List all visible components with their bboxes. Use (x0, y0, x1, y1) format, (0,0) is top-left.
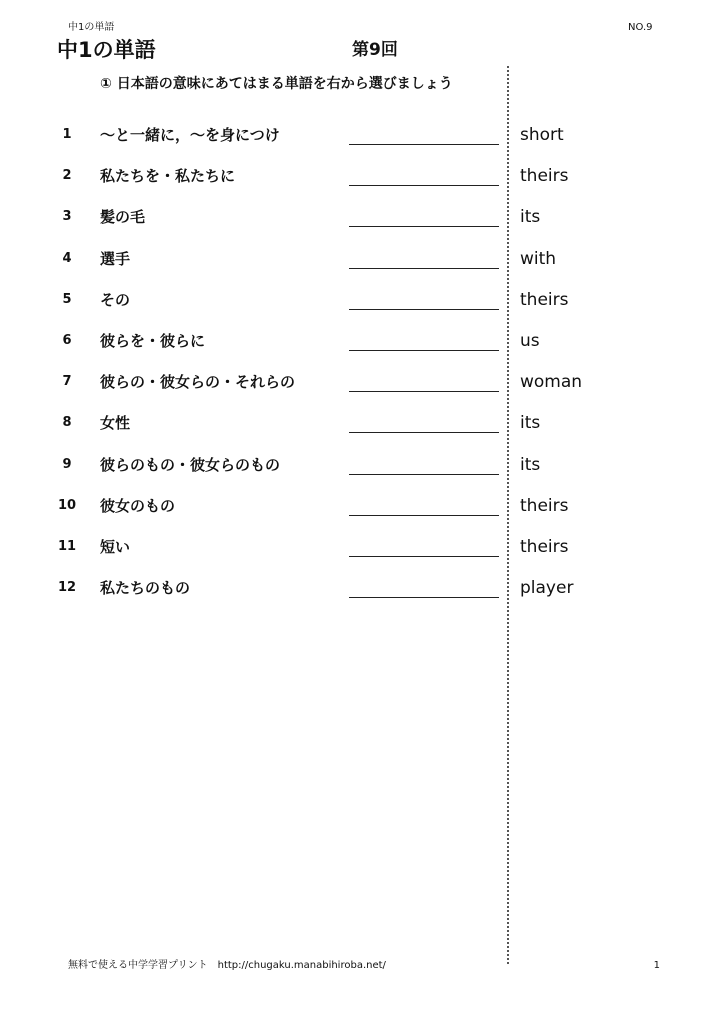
answer-blank (349, 432, 499, 433)
question-number: 9 (62, 456, 72, 472)
answer-blank (349, 597, 499, 598)
question-number: 7 (62, 374, 72, 390)
lesson-number: 第9回 (352, 40, 398, 60)
header-subtitle: 中1の単語 (68, 22, 115, 33)
question-japanese: 私たちのもの (100, 579, 191, 598)
answer-blank (349, 185, 499, 186)
answer-blank (349, 391, 499, 392)
answer-blank (349, 474, 499, 475)
document-number: NO.9 (628, 22, 653, 33)
question-japanese: その (100, 290, 131, 309)
question-number: 3 (62, 209, 72, 225)
question-number: 1 (62, 127, 72, 142)
question-number: 8 (62, 415, 72, 431)
answer-blank (349, 556, 499, 557)
word-choice: with (520, 248, 557, 269)
question-row (0, 321, 724, 362)
question-number: 11 (57, 538, 77, 554)
question-japanese: 選手 (100, 249, 131, 268)
answer-blank (349, 309, 499, 310)
word-choice: theirs (520, 495, 569, 516)
question-number: 10 (57, 497, 77, 513)
answer-blank (349, 515, 499, 516)
question-row (0, 445, 724, 486)
word-choice: theirs (520, 289, 569, 310)
word-choice: theirs (520, 166, 569, 187)
word-choice: short (520, 125, 564, 145)
question-list (0, 115, 724, 609)
question-japanese: 短い (100, 537, 131, 556)
question-row (0, 280, 724, 321)
question-japanese: 私たちを・私たちに (100, 167, 236, 186)
answer-blank (349, 350, 499, 351)
question-number: 12 (57, 580, 77, 596)
question-row (0, 239, 724, 280)
answer-blank (349, 268, 499, 269)
footer-text: 無料で使える中学学習プリント http://chugaku.manabihiroba.net/ (68, 960, 386, 971)
page-title: 中1の単語 (57, 38, 156, 62)
answer-blank (349, 144, 499, 145)
question-row (0, 362, 724, 403)
word-choice: player (520, 578, 574, 599)
question-row (0, 156, 724, 197)
question-number: 6 (62, 332, 72, 348)
question-japanese: 女性 (100, 414, 131, 433)
question-number: 2 (62, 168, 72, 184)
word-choice: us (520, 330, 540, 351)
word-choice: its (520, 207, 541, 228)
question-row (0, 197, 724, 238)
question-japanese: 彼らの・彼女らの・それらの (100, 373, 296, 392)
question-row (0, 568, 724, 609)
question-row (0, 115, 724, 156)
question-row (0, 486, 724, 527)
question-japanese: 彼らのもの・彼女らのもの (100, 455, 281, 474)
word-choice: its (520, 454, 541, 475)
question-japanese: 彼らを・彼らに (100, 331, 206, 350)
question-japanese: 髪の毛 (100, 208, 146, 227)
answer-blank (349, 226, 499, 227)
word-choice: woman (520, 372, 583, 393)
question-japanese: 彼女のもの (100, 496, 176, 515)
instruction-text: ① 日本語の意味にあてはまる単語を右から選びましょう (100, 76, 453, 92)
question-row (0, 527, 724, 568)
question-number: 5 (62, 291, 72, 307)
question-japanese: ～と一緒に，～を身につけ (100, 126, 280, 144)
word-choice: its (520, 413, 541, 434)
word-choice: theirs (520, 536, 569, 557)
question-row (0, 403, 724, 444)
page-number: 1 (653, 960, 660, 971)
question-number: 4 (62, 250, 72, 266)
